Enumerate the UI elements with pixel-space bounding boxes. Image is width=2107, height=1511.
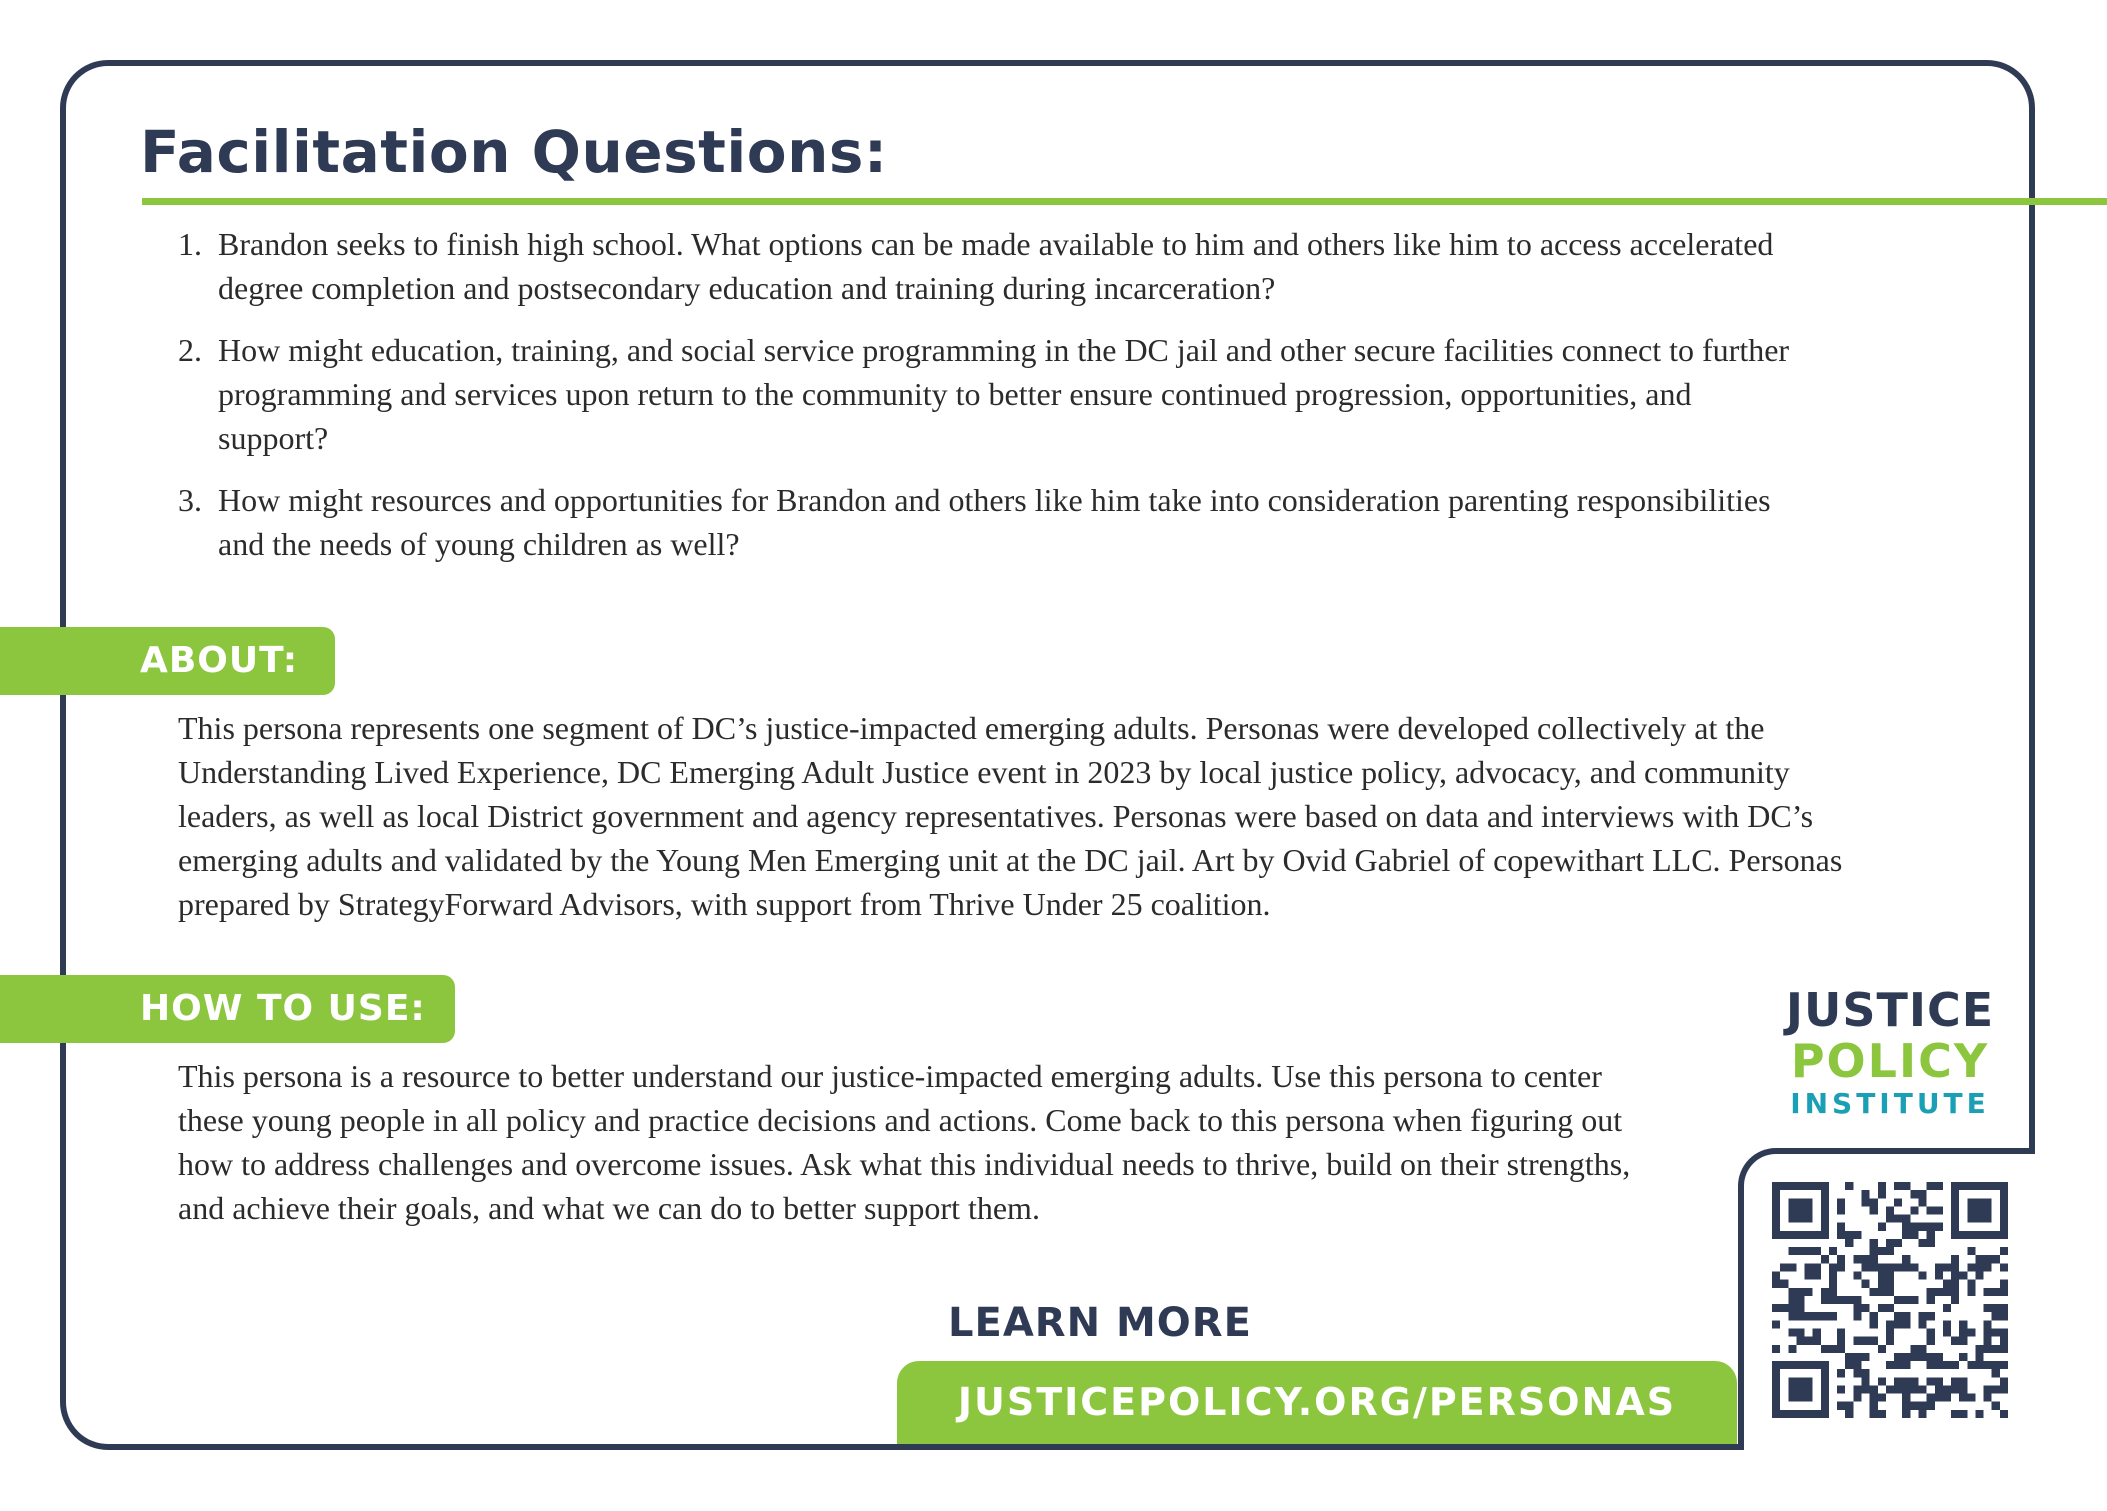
how-to-use-text: This persona is a resource to better understand our justice-impacted emerging adults. Use this persona to center these young people in all policy and practice decisions and actions. Come back to this persona when figuring out how to address challenges and overcome issues. Ask what this individual needs to thrive, build on their strengths, and achieve their goals, and what we can do to better support them.: [178, 1058, 1631, 1226]
justice-policy-institute-logo: [1770, 985, 2010, 1121]
how-to-use-heading: HOW TO USE:: [0, 975, 455, 1043]
logo-line-1: JUSTICE: [1785, 983, 1995, 1037]
list-item: 3. How might resources and opportunities for Brandon and others like him take into consideration parenting responsibilities and the needs of young children as well?: [178, 482, 1771, 562]
list-item: 2. How might education, training, and social service programming in the DC jail and other secure facilities connect to further programming and services upon return to the community to better ensure continued progression, opportunities, and support?: [178, 332, 1790, 456]
question-text: How might resources and opportunities for Brandon and others like him take into consideration parenting responsibilities and the needs of young children as well?: [218, 482, 1771, 562]
question-text: How might education, training, and social service programming in the DC jail and other secure facilities connect to further programming and services upon return to the community to better ensure continued progression, opportunities, and support?: [218, 332, 1790, 456]
list-item: 1. Brandon seeks to finish high school. What options can be made available to him and others like him to access accelerated degree completion and postsecondary education and training during incarceration?: [178, 226, 1774, 306]
logo-line-3: INSTITUTE: [1790, 1087, 1990, 1120]
learn-more-label: LEARN MORE: [948, 1300, 1252, 1346]
question-text: Brandon seeks to finish high school. What options can be made available to him and others like him to access accelerated degree completion and postsecondary education and training during incarceration?: [218, 226, 1774, 306]
logo-line-2: POLICY: [1790, 1034, 1990, 1088]
about-text: This persona represents one segment of DC’s justice-impacted emerging adults. Personas were developed collectively at the Understanding Lived Experience, DC Emerging Adult Justice event in 2023 by local justice policy, advocacy, and community leaders, as well as local District government and agency representatives. Personas were based on data and interviews with DC’s emerging adults and validated by the Young Men Emerging unit at the DC jail. Art by Ovid Gabriel of copewithart LLC. Personas prepared by StrategyForward Advisors, with support from Thrive Under 25 coalition.: [178, 710, 1843, 922]
title-divider: [142, 198, 2107, 205]
personas-link[interactable]: JUSTICEPOLICY.ORG/PERSONAS: [897, 1361, 1737, 1444]
question-list: [170, 222, 1790, 584]
qr-code-icon[interactable]: [1772, 1182, 2008, 1418]
page-title: Facilitation Questions:: [140, 118, 888, 186]
about-heading: ABOUT:: [0, 627, 335, 695]
